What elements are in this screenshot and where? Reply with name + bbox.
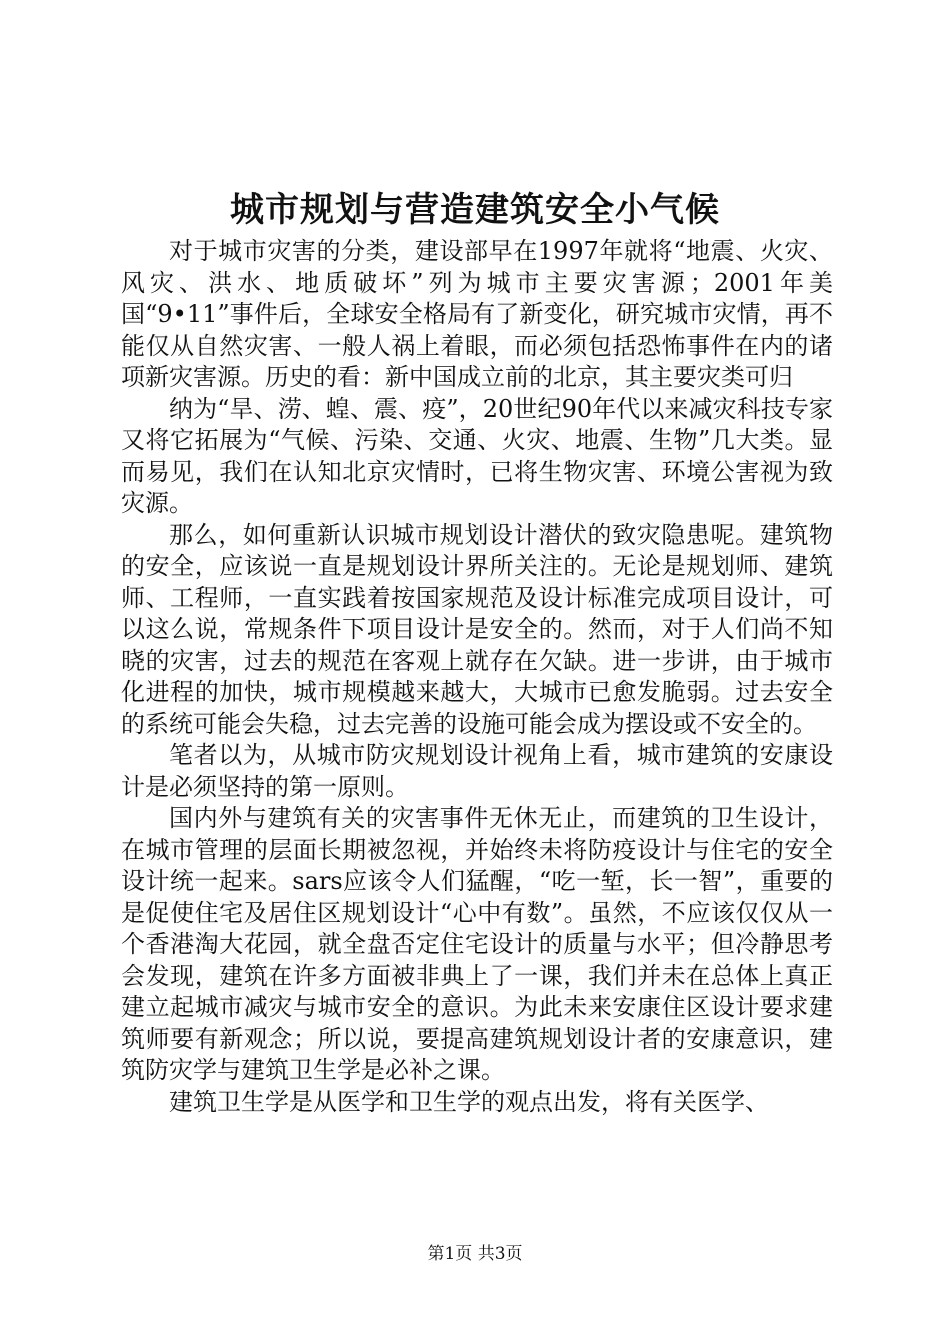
paragraph: 纳为“旱、涝、蝗、震、疫”，20世纪90年代以来减灾科技专家又将它拓展为“气候、污染、交通、火灾、地震、生物”几大类。显而易见，我们在认知北京灾情时，已将生物灾害、环境公害视为致灾源。 — [121, 394, 833, 517]
document-body — [121, 236, 833, 1118]
paragraph: 那么，如何重新认识城市规划设计潜伏的致灾隐患呢。建筑物的安全，应该说一直是规划设计界所关注的。无论是规划师、建筑师、工程师，一直实践着按国家规范及设计标准完成项目设计，可以这么说，常规条件下项目设计是安全的。然而，对于人们尚不知晓的灾害，过去的规范在客观上就存在欠缺。进一步讲，由于城市化进程的加快，城市规模越来越大，大城市已愈发脆弱。过去安全的系统可能会失稳，过去完善的设施可能会成为摆设或不安全的。 — [121, 520, 833, 738]
page-footer: 第1页 共3页 — [427, 1244, 523, 1264]
paragraph: 建筑卫生学是从医学和卫生学的观点出发，将有关医学、 — [169, 1087, 769, 1116]
paragraph: 笔者以为，从城市防灾规划设计视角上看，城市建筑的安康设计是必须坚持的第一原则。 — [121, 741, 833, 801]
document-title: 城市规划与营造建筑安全小气候 — [230, 190, 720, 230]
paragraph: 国内外与建筑有关的灾害事件无休无止，而建筑的卫生设计，在城市管理的层面长期被忽视，并始终未将防疫设计与住宅的安全设计统一起来。sars应该令人们猛醒，“吃一堑，长一智”，重要的是促使住宅及居住区规划设计“心中有数”。虽然，不应该仅仅从一个香港淘大花园，就全盘否定住宅设计的质量与水平；但冷静思考会发现，建筑在许多方面被非典上了一课，我们并未在总体上真正建立起城市减灾与城市安全的意识。为此未来安康住区设计要求建筑师要有新观念；所以说，要提高建筑规划设计者的安康意识，建筑防灾学与建筑卫生学是必补之课。 — [121, 804, 833, 1084]
paragraph: 对于城市灾害的分类，建设部早在1997年就将“地震、火灾、风灾、洪水、地质破坏”列为城市主要灾害源；2001年美国“9•11”事件后，全球安全格局有了新变化，研究城市灾情，再不能仅从自然灾害、一般人祸上着眼，而必须包括恐怖事件在内的诸项新灾害源。历史的看：新中国成立前的北京，其主要灾类可归 — [121, 237, 833, 391]
